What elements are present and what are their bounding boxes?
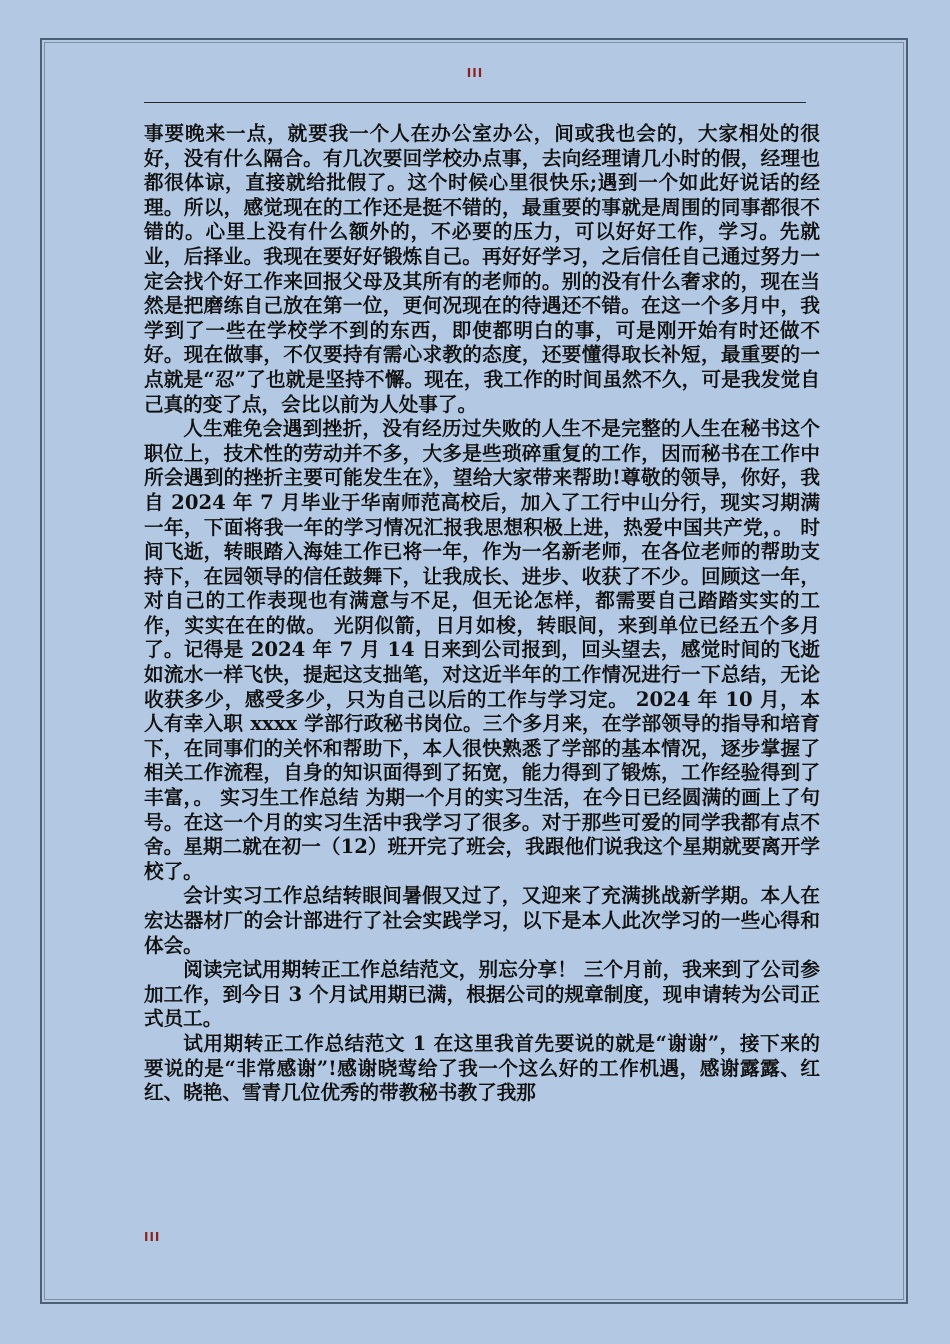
footer-mark: III bbox=[144, 1230, 161, 1244]
paragraph-3: 会计实习工作总结转眼间暑假又过了，又迎来了充满挑战新学期。本人在宏达器材厂的会计部进行了社会实践学习，以下是本人此次学习的一些心得和体会。 bbox=[144, 884, 820, 957]
paragraph-5: 试用期转正工作总结范文 1 在这里我首先要说的就是“谢谢”，接下来的要说的是“非常感谢”!感谢晓莺给了我一个这么好的工作机遇，感谢露露、红红、晓艳、雪青几位优秀的带教秘书教了我那 bbox=[144, 1031, 820, 1105]
paragraph-2: 人生难免会遇到挫折，没有经历过失败的人生不是完整的人生在秘书这个职位上，技术性的劳动并不多，大多是些琐碎重复的工作，因而秘书在工作中所会遇到的挫折主要可能发生在》，望给大家带来帮助!尊敬的领导，你好，我自 2024 年 7 月毕业于华南师范高校后，加入了工行中山分行，现实习期满一年，下面将我一年的学习情况汇报我思想积极上进，热爱中国共产党，。 时间飞逝，转眼踏入海娃工作已将一年，作为一名新老师，在各位老师的帮助支持下，在园领导的信任鼓舞下，让我成长、进步、收获了不少。回顾这一年，对自己的工作表现也有满意与不足，但无论怎样，都需要自己踏踏实实的工作，实实在在的做。 光阴似箭，日月如梭，转眼间，来到单位已经五个多月了。记得是 2024 年 7 月 14 日来到公司报到，回头望去，感觉时间的飞逝如流水一样飞快，提起这支拙笔，对这近半年的工作情况进行一下总结，无论收获多少，感受多少，只为自己以后的工作与学习定。 2024 年 10 月，本人有幸入职 xxxx 学部行政秘书岗位。三个多月来，在学部领导的指导和培育下，在同事们的关怀和帮助下，本人很快熟悉了学部的基本情况，逐步掌握了相关工作流程，自身的知识面得到了拓宽，能力得到了锻炼，工作经验得到了丰富，。 实习生工作总结 为期一个月的实习生活，在今日已经圆满的画上了句号。在这一个月的实习生活中我学习了很多。对于那些可爱的同学我都有点不舍。星期二就在初一（12）班开完了班会，我跟他们说我这个星期就要离开学校了。 bbox=[144, 417, 820, 883]
paragraph-1: 事要晚来一点，就要我一个人在办公室办公，间或我也会的，大家相处的很好，没有什么隔合。有几次要回学校办点事，去向经理请几小时的假，经理也都很体谅，直接就给批假了。这个时候心里很快乐;遇到一个如此好说话的经理。所以，感觉现在的工作还是挺不错的，最重要的事就是周围的同事都很不错的。心里上没有什么额外的，不必要的压力，可以好好工作，学习。先就业，后择业。我现在要好好锻炼自己。再好好学习，之后信任自己通过努力一定会找个好工作来回报父母及其所有的老师的。别的没有什么奢求的，现在当然是把磨练自己放在第一位，更何况现在的待遇还不错。在这一个多月中，我学到了一些在学校学不到的东西，即使都明白的事，可是刚开始有时还做不好。现在做事，不仅要持有需心求教的态度，还要懂得取长补短，最重要的一点就是“忍”了也就是坚持不懈。现在，我工作的时间虽然不久，可是我发觉自己真的变了点，会比以前为人处事了。 bbox=[144, 122, 820, 416]
paragraph-4: 阅读完试用期转正工作总结范文，别忘分享！ 三个月前，我来到了公司参加工作，到今日 3 个月试用期已满，根据公司的规章制度，现申请转为公司正式员工。 bbox=[144, 958, 820, 1031]
header-divider bbox=[144, 102, 806, 103]
document-body bbox=[144, 122, 820, 1106]
header-mark: III bbox=[466, 66, 484, 80]
